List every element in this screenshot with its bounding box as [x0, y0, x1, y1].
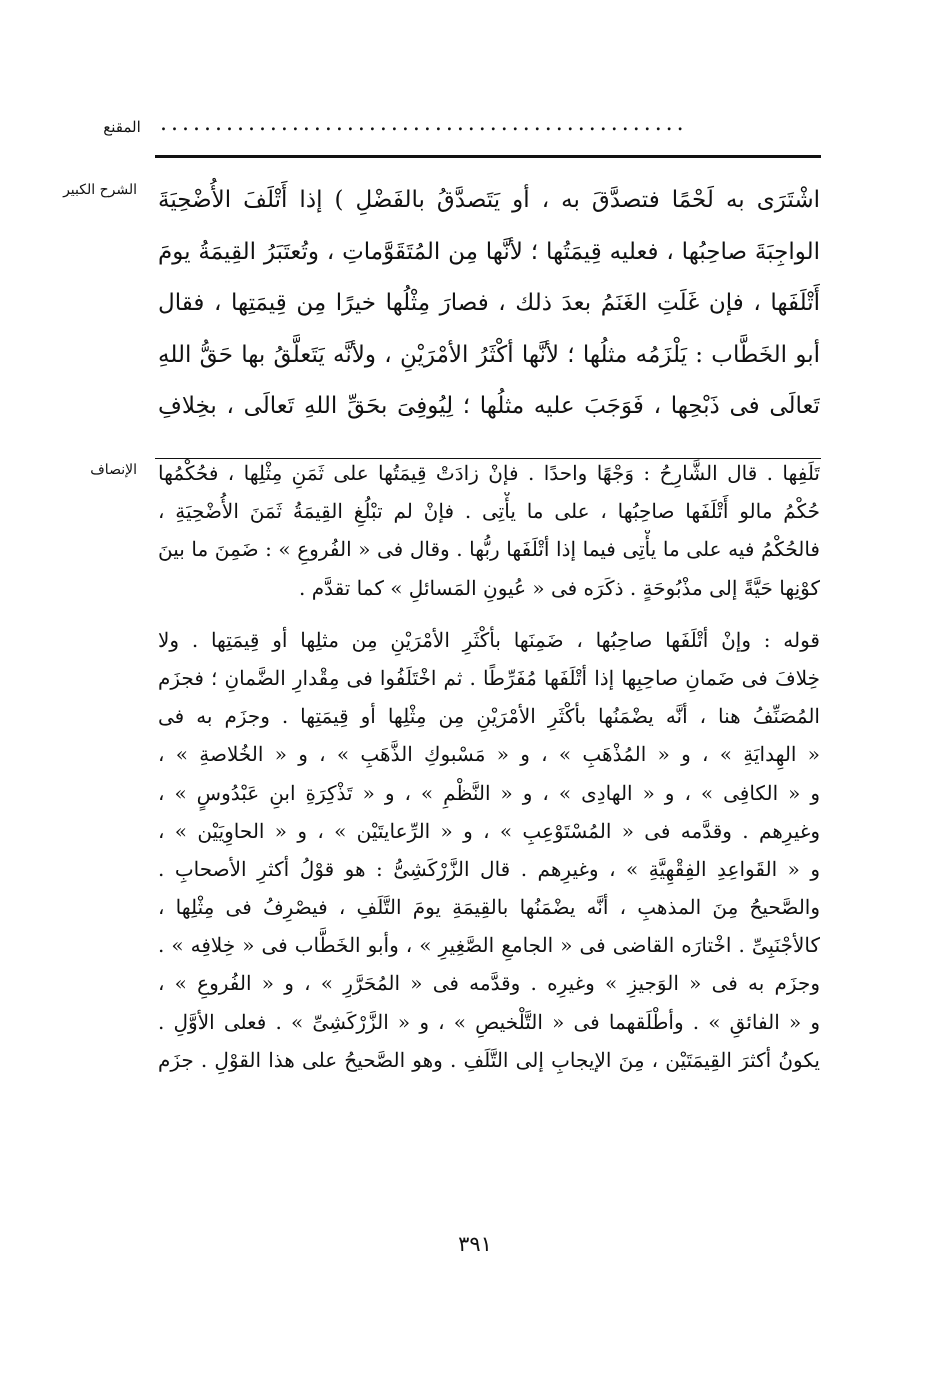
insaf-line: تَلَفِها . قال الشَّارِحُ : وَجْهًا واحدًا . فإنْ زادَتْ قِيمَتُها على ثَمَنِ مِثْلِها ، فحُكْمُها [158, 461, 820, 485]
insaf-line: وغيرِهم . وقدَّمه فى « المُسْتَوْعِبِ » ، و « الرِّعايتَيْن » ، و « الحاوِيَيْن » ، [158, 818, 820, 843]
running-header-title: المقنع [103, 118, 141, 136]
sharh-line: أَتْلَفَها ، فإن غَلَتِ الغَنَمُ بعدَ ذلك ، فصارَ مِثْلُها خيرًا مِن قِيمَتِها ، فقال [158, 290, 820, 316]
insaf-line: قوله : وإنْ أتْلَفَها صاحِبُها ، ضَمِنَها بأكْثَرِ الأمْرَيْنِ مِن مثلِها أو قِيمَتِها . ولا [158, 627, 820, 652]
insaf-line: وجزَم به فى « الوَجيزِ » وغيرِه . وقدَّمه فى « المُحَرَّرِ » ، و « الفُروعِ » ، [158, 971, 820, 996]
insaf-line: « الهِدايَةِ » ، و « المُذْهَبِ » ، و « مَسْبوكِ الذَّهَبِ » ، و « الخُلاصةِ » ، [158, 742, 820, 767]
insaf-line: كالأجْنَبِىِّ . اخْتارَه القاضى فى « الجامعِ الصَّغِيرِ » ، وأبو الخَطَّاب فى « خِلافِه » . [158, 933, 820, 958]
sharh-line: الواجِبَةَ صاحِبُها ، فعليه قِيمَتُها ؛ لأنَّها مِن المُتَقَوَّماتِ ، وتُعتَبَرُ القِيمَةُ يومَ [158, 238, 820, 265]
insaf-line: فالحُكْمُ فيه على ما يأْتِى فيما إذا أتْلَفَها ربُّها . وقال فى « الفُروعِ » : ضَمِنَ ما بينَ [158, 537, 820, 562]
paragraph-gap [158, 607, 820, 621]
sharh-line: اشْتَرَى به لَحْمًا فتصدَّقَ به ، أو يَتَصدَّقُ بالفَضْلِ ) إذا أَتْلَفَ الأُضْحِيَةَ [158, 187, 820, 213]
insaf-line: و « القَواعِدِ الفِقْهِيَّةِ » ، وغيرِهم . قال الزَّرْكَشِىُّ : هو قوْلُ أكثرِ الأصحابِ . [158, 856, 820, 881]
insaf-line: يكونُ أكثرَ القِيمَتَيْن ، مِنَ الإيجابِ إلى التَّلَفِ . وهو الصَّحيحُ على هذا القوْلِ . جزَم [158, 1047, 820, 1072]
sharh-line: تَعالَى فى ذَبْحِها ، فَوَجَبَ عليه مثلُها ؛ لِيُوفِىَ بحَقِّ اللهِ تَعالَى ، بخِلافِ [158, 393, 820, 419]
insaf-line: خِلافَ فى ضَمانِ صاحِبِها إذا أتْلَفَها مُفَرِّطًا . ثم اخْتَلَفُوا فى مِقْدارِ الضَّمانِ ؛ فجزَم [158, 665, 820, 690]
page-number: ٣٩١ [458, 1232, 492, 1256]
insaf-line: المُصَنِّفُ هنا ، أنَّه يضْمَنُها بأكْثَرِ الأمْرَيْنِ مِن مِثْلِها أو قِيمَتِها . وجزَم به فى [158, 704, 820, 729]
sharh-text-block [158, 175, 820, 433]
sharh-line: أبو الخَطَّاب : يَلْزَمُه مثلُها ؛ لأنَّها أكْثَرُ الأمْرَيْنِ ، ولأنَّه يَتَعلَّقُ بها حَقُّ اللهِ [158, 341, 820, 368]
insaf-line: والصَّحيحُ مِنَ المذهبِ ، أنَّه يضْمَنُها بالقِيمَةِ يومَ التَّلَفِ ، فيصْرِفُ فى مِثْلِها ، [158, 895, 820, 920]
insaf-line: كوْنِها حَيَّةً إلى مذْبُوحَةٍ . ذكَرَه فى « عُيونِ المَسائلِ » كما تقدَّم . [299, 575, 820, 600]
insaf-line: و « الفائقِ » . وأطْلَقهما فى « التَّلْخيصِ » ، و « الزَّرْكَشِىِّ » . فعلى الأوَّلِ . [158, 1009, 820, 1034]
sharh-section-label: الشرح الكبير [63, 182, 137, 198]
insaf-line: حُكْمُ مالو أَتْلَفَها صاحِبُها ، على ما يأْتِى . فإنْ لم تبْلُغِ القِيمَةُ ثَمَنَ الأُضْحِيَةِ ، [158, 499, 820, 524]
insaf-section-label: الإنصاف [90, 462, 137, 478]
header-dot-leader: ................................................ [160, 112, 688, 136]
insaf-line: و « الكافِى » ، و « الهادِى » ، و « النَّظْمِ » ، و « تَذْكِرَةِ ابنِ عَبْدُوسٍ » ، [158, 780, 820, 805]
header-rule [155, 155, 821, 158]
insaf-text-block [158, 454, 820, 1079]
